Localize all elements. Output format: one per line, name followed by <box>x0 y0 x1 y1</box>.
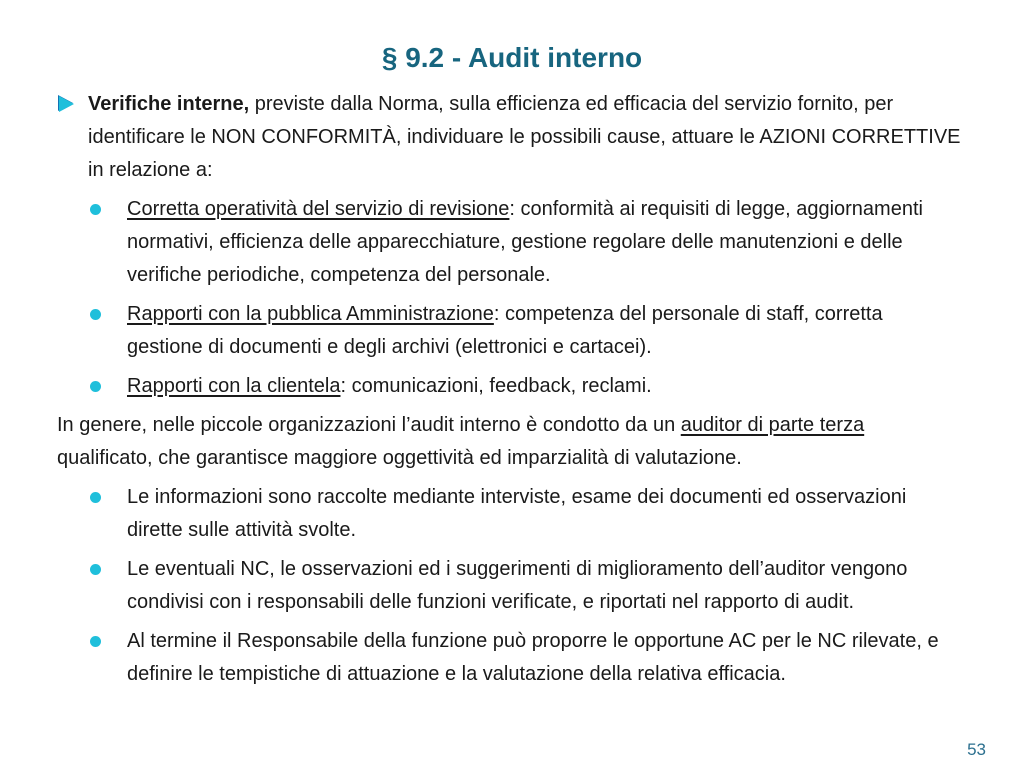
underlined-text: Corretta operatività del servizio di revisione <box>127 198 510 220</box>
list-item-verifiche-interne <box>57 88 962 187</box>
dot-bullet-icon <box>90 381 101 392</box>
page-number: 53 <box>967 740 986 759</box>
intro-rest-text: previste dalla Norma, sulla efficienza ed efficacia del servizio fornito, per identificare le NON CONFORMITÀ, individuare le possibili cause, attuare le AZIONI CORRETTIVE in relazione a: <box>88 93 961 181</box>
list-item-al-termine <box>90 625 962 691</box>
bullet-paragraph <box>127 370 962 403</box>
intro-paragraph <box>88 88 962 187</box>
bullet-paragraph: Le eventuali NC, le osservazioni ed i suggerimenti di miglioramento dell’auditor vengono condivisi con i responsabili delle funzioni verificate, e riportati nel rapporto di audit. <box>127 558 908 613</box>
underlined-text: Rapporti con la pubblica Amministrazione <box>127 303 494 325</box>
bullet-paragraph <box>127 193 962 292</box>
slide-body <box>0 88 1024 691</box>
bullet-paragraph <box>127 298 962 364</box>
note-after-text: qualificato, che garantisce maggiore oggettività ed imparzialità di valutazione. <box>57 447 742 469</box>
dot-bullet-icon <box>90 492 101 503</box>
bullet-rest-text: : comunicazioni, feedback, reclami. <box>340 375 652 397</box>
list-item-eventuali-nc <box>90 553 962 619</box>
list-item-corretta-operativita <box>90 193 962 292</box>
dot-bullet-icon <box>90 564 101 575</box>
bullet-paragraph: Le informazioni sono raccolte mediante interviste, esame dei documenti ed osservazioni dirette sulle attività svolte. <box>127 486 907 541</box>
bullet-rest-text: : competenza del personale di staff, corretta gestione di documenti e degli archivi (elettronici e cartacei). <box>127 303 883 358</box>
underlined-text: auditor di parte terza <box>680 414 865 436</box>
bullet-paragraph: Al termine il Responsabile della funzione può proporre le opportune AC per le NC rilevate, e definire le tempistiche di attuazione e la valutazione della relativa efficacia. <box>127 630 939 685</box>
dot-bullet-icon <box>90 636 101 647</box>
dot-bullet-icon <box>90 204 101 215</box>
dot-bullet-icon <box>90 309 101 320</box>
underlined-text: Rapporti con la clientela <box>127 375 341 397</box>
page-title: § 9.2 - Audit interno <box>381 42 643 73</box>
intro-bold-text: Verifiche interne, <box>88 93 250 115</box>
note-paragraph <box>57 409 962 475</box>
list-item-rapporti-pubblica-amministrazione <box>90 298 962 364</box>
list-item-informazioni-raccolte <box>90 481 962 547</box>
note-before-text: In genere, nelle piccole organizzazioni l’audit interno è condotto da un <box>57 414 681 436</box>
bullet-rest-text: : conformità ai requisiti di legge, aggiornamenti normativi, efficienza delle apparecchiature, gestione regolare delle manutenzioni e delle verifiche periodiche, competenza del personale. <box>127 198 923 286</box>
arrow-right-icon <box>59 96 74 112</box>
list-item-rapporti-clientela <box>90 370 962 403</box>
